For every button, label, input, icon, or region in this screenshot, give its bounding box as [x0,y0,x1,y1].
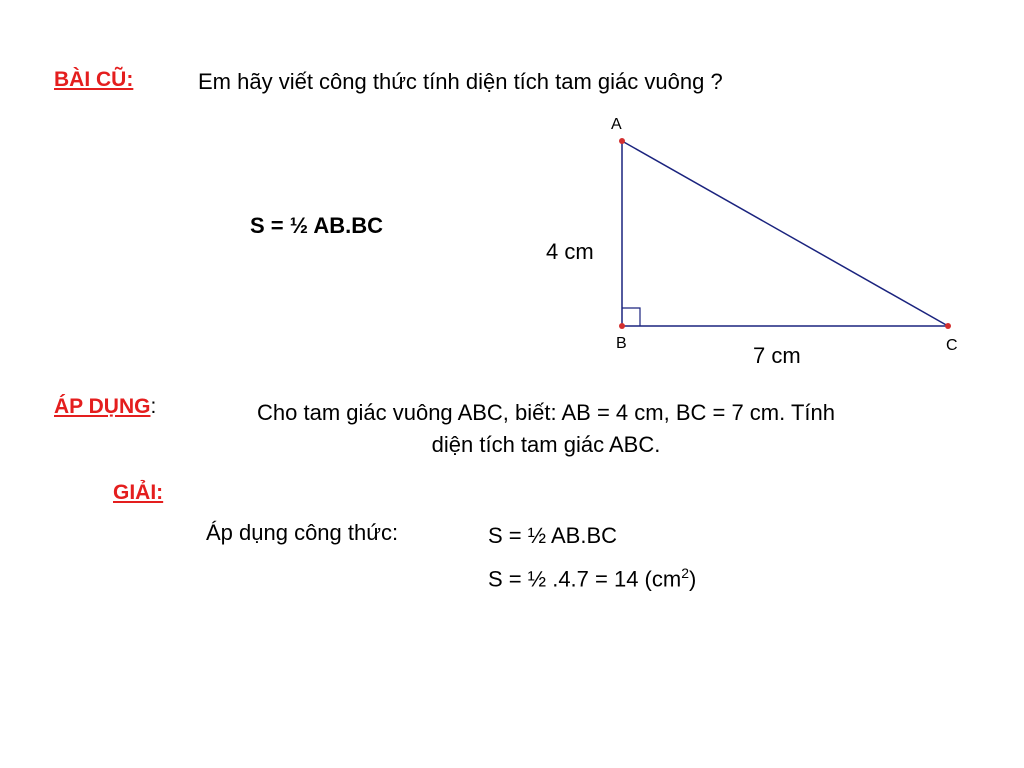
label-c: C [946,337,958,354]
problem-line-2: diện tích tam giác ABC. [431,432,661,457]
point-a [619,138,625,144]
point-b [619,323,625,329]
application-heading-colon: : [150,395,157,418]
right-angle-marker [622,308,640,326]
solution-heading: GIẢI: [113,481,164,504]
computation-text: S = ½ .4.7 = 14 (cm [488,566,682,592]
label-bc-length: 7 cm [753,343,801,368]
application-heading-group [54,395,156,419]
problem-statement [196,397,896,461]
application-heading: ÁP DỤNG [54,395,151,418]
unit-exponent: 2 [681,565,690,581]
point-c [945,323,951,329]
solution-formula: S = ½ AB.BC [488,523,618,548]
label-ab-length: 4 cm [546,239,594,264]
side-ac [622,141,948,326]
computation-closing: ) [689,566,697,592]
problem-line-1: Cho tam giác vuông ABC, biết: AB = 4 cm, BC = 7 cm. Tính [257,400,835,425]
area-formula: S = ½ AB.BC [250,213,384,238]
label-b: B [616,335,627,352]
solution-computation [488,565,696,592]
old-lesson-heading: BÀI CŨ: [54,68,134,91]
label-a: A [611,116,622,133]
old-lesson-question: Em hãy viết công thức tính diện tích tam giác vuông ? [198,69,723,94]
solution-intro: Áp dụng công thức: [206,520,399,545]
